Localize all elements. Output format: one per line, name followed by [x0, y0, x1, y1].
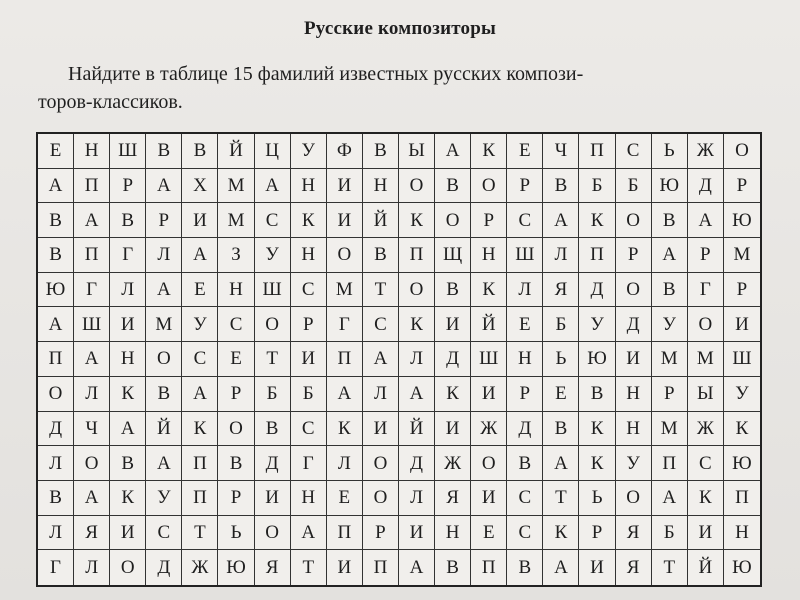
grid-cell: П [363, 550, 399, 585]
grid-cell: В [579, 377, 615, 412]
grid-cell: Р [724, 169, 760, 204]
grid-cell: В [110, 446, 146, 481]
grid-cell: К [291, 203, 327, 238]
grid-cell: П [74, 238, 110, 273]
grid-cell: К [471, 134, 507, 169]
grid-cell: Р [218, 377, 254, 412]
grid-cell: Я [616, 550, 652, 585]
grid-cell: К [543, 516, 579, 551]
grid-cell: А [182, 377, 218, 412]
grid-cell: Й [471, 307, 507, 342]
grid-cell: К [579, 446, 615, 481]
grid-cell: П [579, 238, 615, 273]
grid-cell: Й [218, 134, 254, 169]
grid-cell: С [218, 307, 254, 342]
grid-cell: Д [38, 412, 74, 447]
grid-cell: В [507, 550, 543, 585]
grid-cell: Ы [399, 134, 435, 169]
grid-cell: О [724, 134, 760, 169]
grid-cell: С [291, 412, 327, 447]
grid-cell: О [399, 169, 435, 204]
grid-cell: В [543, 169, 579, 204]
grid-cell: М [688, 342, 724, 377]
grid-cell: К [327, 412, 363, 447]
grid-cell: Р [291, 307, 327, 342]
grid-cell: С [616, 134, 652, 169]
grid-cell: К [435, 377, 471, 412]
grid-cell: С [291, 273, 327, 308]
grid-cell: Н [616, 412, 652, 447]
grid-cell: Н [291, 481, 327, 516]
grid-cell: У [255, 238, 291, 273]
grid-cell: Г [291, 446, 327, 481]
grid-cell: В [146, 134, 182, 169]
grid-cell: Г [688, 273, 724, 308]
grid-cell: Н [435, 516, 471, 551]
grid-cell: У [291, 134, 327, 169]
grid-cell: П [652, 446, 688, 481]
grid-cell: О [471, 169, 507, 204]
grid-cell: Н [471, 238, 507, 273]
grid-cell: А [399, 550, 435, 585]
grid-cell: Т [543, 481, 579, 516]
grid-cell: О [146, 342, 182, 377]
grid-cell: П [182, 446, 218, 481]
grid-cell: И [327, 169, 363, 204]
grid-cell: И [435, 412, 471, 447]
instructions-text [38, 60, 768, 116]
grid-cell: П [182, 481, 218, 516]
grid-cell: Й [146, 412, 182, 447]
grid-cell: В [435, 169, 471, 204]
grid-cell: О [255, 307, 291, 342]
grid-cell: Р [507, 377, 543, 412]
grid-cell: Ь [218, 516, 254, 551]
grid-cell: О [363, 446, 399, 481]
grid-cell: Д [688, 169, 724, 204]
grid-cell: А [543, 446, 579, 481]
grid-cell: О [399, 273, 435, 308]
grid-cell: М [327, 273, 363, 308]
grid-cell: Н [507, 342, 543, 377]
grid-cell: И [616, 342, 652, 377]
grid-cell: Р [471, 203, 507, 238]
grid-cell: А [363, 342, 399, 377]
letter-grid [36, 132, 762, 587]
grid-cell: Л [399, 342, 435, 377]
grid-cell: И [399, 516, 435, 551]
grid-cell: А [688, 203, 724, 238]
grid-cell: Ю [579, 342, 615, 377]
grid-cell: С [507, 516, 543, 551]
grid-cell: Г [38, 550, 74, 585]
grid-cell: Щ [435, 238, 471, 273]
grid-cell: Н [724, 516, 760, 551]
grid-cell: А [435, 134, 471, 169]
grid-cell: Ж [688, 134, 724, 169]
grid-cell: М [218, 169, 254, 204]
grid-cell: В [652, 203, 688, 238]
grid-cell: А [182, 238, 218, 273]
grid-cell: А [543, 550, 579, 585]
grid-cell: Н [218, 273, 254, 308]
grid-cell: Я [435, 481, 471, 516]
grid-cell: К [182, 412, 218, 447]
grid-cell: В [435, 273, 471, 308]
grid-cell: Р [218, 481, 254, 516]
grid-cell: Л [327, 446, 363, 481]
grid-cell: О [616, 203, 652, 238]
grid-cell: О [688, 307, 724, 342]
grid-cell: И [110, 516, 146, 551]
grid-cell: Б [579, 169, 615, 204]
grid-cell: Ч [74, 412, 110, 447]
grid-cell: Л [74, 550, 110, 585]
grid-cell: Ш [110, 134, 146, 169]
grid-cell: Л [110, 273, 146, 308]
grid-cell: О [255, 516, 291, 551]
grid-cell: П [38, 342, 74, 377]
grid-cell: Ш [724, 342, 760, 377]
grid-cell: Е [38, 134, 74, 169]
grid-cell: Ф [327, 134, 363, 169]
grid-cell: К [688, 481, 724, 516]
grid-cell: Е [218, 342, 254, 377]
grid-cell: Н [363, 169, 399, 204]
grid-cell: К [110, 481, 146, 516]
grid-cell: В [435, 550, 471, 585]
grid-cell: Д [616, 307, 652, 342]
grid-cell: С [688, 446, 724, 481]
grid-cell: П [74, 169, 110, 204]
grid-cell: Й [399, 412, 435, 447]
grid-cell: И [579, 550, 615, 585]
grid-cell: Н [110, 342, 146, 377]
grid-cell: В [507, 446, 543, 481]
grid-cell: К [579, 203, 615, 238]
grid-cell: А [146, 273, 182, 308]
grid-cell: М [724, 238, 760, 273]
grid-cell: Т [363, 273, 399, 308]
grid-cell: К [724, 412, 760, 447]
grid-cell: Ж [182, 550, 218, 585]
grid-cell: А [652, 481, 688, 516]
grid-cell: Ж [471, 412, 507, 447]
grid-cell: И [688, 516, 724, 551]
grid-cell: И [327, 550, 363, 585]
grid-cell: Р [110, 169, 146, 204]
grid-cell: О [110, 550, 146, 585]
grid-cell: С [255, 203, 291, 238]
grid-cell: Ш [74, 307, 110, 342]
grid-cell: А [146, 169, 182, 204]
grid-cell: В [218, 446, 254, 481]
grid-cell: В [652, 273, 688, 308]
grid-cell: А [38, 307, 74, 342]
grid-cell: Л [74, 377, 110, 412]
grid-cell: Р [688, 238, 724, 273]
grid-cell: Е [507, 307, 543, 342]
grid-cell: П [471, 550, 507, 585]
grid-cell: Г [74, 273, 110, 308]
grid-cell: Н [616, 377, 652, 412]
grid-cell: М [652, 342, 688, 377]
grid-cell: И [435, 307, 471, 342]
grid-cell: К [471, 273, 507, 308]
grid-cell: О [471, 446, 507, 481]
grid-cell: П [579, 134, 615, 169]
grid-cell: А [74, 481, 110, 516]
grid-cell: Л [399, 481, 435, 516]
grid-cell: И [363, 412, 399, 447]
grid-cell: О [218, 412, 254, 447]
grid-cell: М [218, 203, 254, 238]
grid-cell: Б [652, 516, 688, 551]
grid-cell: Д [399, 446, 435, 481]
grid-cell: Ю [652, 169, 688, 204]
grid-cell: Р [652, 377, 688, 412]
grid-cell: Я [616, 516, 652, 551]
grid-cell: С [146, 516, 182, 551]
grid-cell: У [182, 307, 218, 342]
grid-cell: В [146, 377, 182, 412]
grid-cell: Е [327, 481, 363, 516]
instructions-line-2: торов-классиков. [38, 91, 183, 113]
grid-cell: И [255, 481, 291, 516]
grid-cell: У [724, 377, 760, 412]
grid-cell: Б [543, 307, 579, 342]
grid-cell: И [327, 203, 363, 238]
grid-cell: А [291, 516, 327, 551]
grid-cell: Е [507, 134, 543, 169]
grid-cell: У [616, 446, 652, 481]
grid-cell: Р [363, 516, 399, 551]
grid-cell: Ш [471, 342, 507, 377]
grid-cell: Е [543, 377, 579, 412]
grid-cell: Д [255, 446, 291, 481]
grid-cell: Х [182, 169, 218, 204]
grid-cell: Б [616, 169, 652, 204]
grid-cell: О [38, 377, 74, 412]
grid-cell: Ь [652, 134, 688, 169]
grid-cell: Н [291, 238, 327, 273]
grid-cell: М [146, 307, 182, 342]
grid-cell: Б [255, 377, 291, 412]
grid-cell: К [399, 307, 435, 342]
grid-cell: А [327, 377, 363, 412]
grid-cell: Г [110, 238, 146, 273]
grid-cell: Л [363, 377, 399, 412]
grid-cell: Л [38, 516, 74, 551]
grid-cell: В [255, 412, 291, 447]
grid-cell: П [724, 481, 760, 516]
grid-cell: С [363, 307, 399, 342]
grid-cell: П [327, 516, 363, 551]
grid-cell: Б [291, 377, 327, 412]
grid-cell: С [507, 481, 543, 516]
grid-cell: Т [652, 550, 688, 585]
grid-cell: Ж [435, 446, 471, 481]
instructions-line-1: Найдите в таблице 15 фамилий известных русских компози- [68, 63, 584, 85]
grid-cell: Я [255, 550, 291, 585]
grid-cell: У [579, 307, 615, 342]
grid-cell: Ь [579, 481, 615, 516]
grid-cell: Р [579, 516, 615, 551]
grid-cell: Т [255, 342, 291, 377]
grid-cell: И [110, 307, 146, 342]
grid-cell: И [182, 203, 218, 238]
grid-cell: А [652, 238, 688, 273]
grid-cell: У [146, 481, 182, 516]
grid-cell: Л [507, 273, 543, 308]
grid-cell: О [616, 481, 652, 516]
grid-cell: П [399, 238, 435, 273]
grid-cell: С [182, 342, 218, 377]
grid-cell: Н [291, 169, 327, 204]
grid-cell: А [110, 412, 146, 447]
grid-cell: Я [543, 273, 579, 308]
grid-cell: Р [616, 238, 652, 273]
grid-cell: А [543, 203, 579, 238]
grid-cell: К [110, 377, 146, 412]
grid-cell: Д [146, 550, 182, 585]
grid-cell: Ч [543, 134, 579, 169]
grid-cell: Ж [688, 412, 724, 447]
grid-cell: И [471, 481, 507, 516]
grid-cell: Н [74, 134, 110, 169]
grid-cell: В [38, 481, 74, 516]
grid-cell: Р [724, 273, 760, 308]
grid-cell: Д [579, 273, 615, 308]
grid-cell: Ю [218, 550, 254, 585]
grid-cell: Л [38, 446, 74, 481]
grid-cell: Т [291, 550, 327, 585]
grid-cell: А [38, 169, 74, 204]
grid-cell: Ш [255, 273, 291, 308]
grid-cell: Ю [732, 557, 752, 579]
grid-cell: У [652, 307, 688, 342]
grid-cell: А [74, 342, 110, 377]
grid-cell: В [38, 238, 74, 273]
grid-cell: Е [471, 516, 507, 551]
grid-cell: Л [543, 238, 579, 273]
grid-cell: Ц [255, 134, 291, 169]
grid-cell: Е [182, 273, 218, 308]
grid-cell: З [218, 238, 254, 273]
grid-cell: Т [182, 516, 218, 551]
page-title: Русские композиторы [303, 18, 497, 39]
grid-cell: О [363, 481, 399, 516]
grid-cell: П [327, 342, 363, 377]
grid-cell: Р [146, 203, 182, 238]
grid-cell: Д [435, 342, 471, 377]
grid-cell: Й [688, 550, 724, 585]
grid-cell: О [435, 203, 471, 238]
grid-cell: А [74, 203, 110, 238]
grid-cell: И [471, 377, 507, 412]
grid-cell: В [543, 412, 579, 447]
grid-cell: Ы [688, 377, 724, 412]
grid-cell: В [363, 134, 399, 169]
grid-cell: К [579, 412, 615, 447]
grid-cell: А [255, 169, 291, 204]
grid-cell: В [38, 203, 74, 238]
grid-cell: Я [74, 516, 110, 551]
grid-cell: О [616, 273, 652, 308]
grid-cell: Ю [724, 203, 760, 238]
grid-cell: Ь [543, 342, 579, 377]
grid-cell: О [327, 238, 363, 273]
grid-cell: А [399, 377, 435, 412]
grid-cell: Л [146, 238, 182, 273]
grid-cell: Ю [724, 446, 760, 481]
grid-cell: Р [507, 169, 543, 204]
grid-cell: В [110, 203, 146, 238]
grid-cell: В [182, 134, 218, 169]
grid-cell: С [507, 203, 543, 238]
grid-cell: Д [507, 412, 543, 447]
grid-cell: И [724, 307, 760, 342]
grid-cell: А [146, 446, 182, 481]
grid-cell: О [74, 446, 110, 481]
grid-cell: В [363, 238, 399, 273]
grid-cell: Ю [38, 273, 74, 308]
grid-cell: К [399, 203, 435, 238]
grid-cell: Й [363, 203, 399, 238]
grid-cell: Ш [507, 238, 543, 273]
grid-cell: Г [327, 307, 363, 342]
grid-cell: М [652, 412, 688, 447]
grid-cell: И [291, 342, 327, 377]
